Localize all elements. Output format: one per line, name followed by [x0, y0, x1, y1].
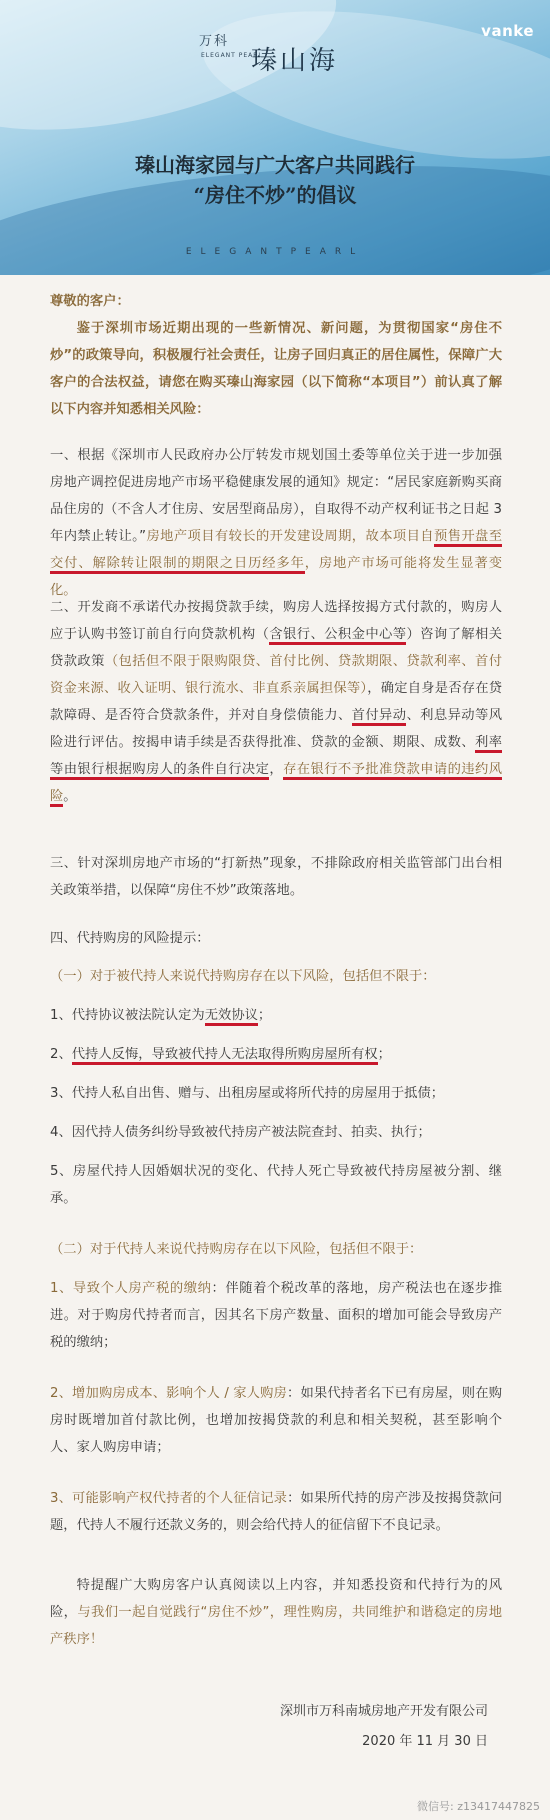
risk-item-1 [50, 1002, 502, 1029]
section-1-underlined: 预售开盘至交付、解除转让限制的期限之日历经多年 [50, 529, 502, 574]
title-line-1: 瑧山海家园与广大客户共同践行 [135, 153, 415, 177]
section-2-text: 。 [63, 789, 77, 804]
section-1 [50, 442, 502, 604]
logo-brand-cn: 万科 [199, 34, 230, 49]
risk-item-underlined: 代持人反悔，导致被代持人无法取得所购房屋所有权 [72, 1047, 378, 1065]
section-1-text: 一、根据《深圳市人民政府办公厅转发市规划国土委等单位关于进一步加强房地产调控促进房地产市场平稳健康发展的通知》规定：“居民家庭新购买商品住房的（不含人才住房、安居型商品房），自取得不动产权利证书之日起 3 年内禁止转让。” [50, 448, 502, 544]
logo-brand-sub: ELEGANT PEARL [201, 52, 263, 59]
section-2-underlined-down-payment: 首付异动 [352, 708, 407, 726]
risk-item-2 [50, 1041, 502, 1068]
proxy-risk-2 [50, 1380, 502, 1461]
proxy-risk-text: ：如果代持者名下已有房屋，则在购房时既增加首付款比例，也增加按揭贷款的利息和相关契税，甚至影响个人、家人购房申请； [50, 1386, 502, 1455]
page-title [0, 150, 550, 210]
section-2-loan-factors: （包括但不限于限购限贷、首付比例、贷款期限、贷款利率、首付资金来源、收入证明、银行流水、非直系亲属担保等） [50, 654, 503, 696]
title-line-2: “房住不炒”的倡议 [193, 183, 357, 207]
section-2-text: ）咨询了解相关贷款政策 [50, 627, 503, 669]
section-1-end: ，房地产市场可能将发生显著变化。 [50, 556, 503, 598]
section-2-underlined-default-risk: 存在银行不予批准贷款申请的违约风险 [50, 762, 502, 807]
risk-item-text: 2、 [50, 1047, 72, 1062]
intro-paragraph: 鉴于深圳市场近期出现的一些新情况、新问题，为贯彻国家“房住不炒”的政策导向，积极履行社会责任，让房子回归真正的居住属性，保障广大客户的合法权益，请您在购买瑧山海家园（以下简称“本项目”）前认真了解以下内容并知悉相关风险： [50, 321, 502, 417]
section-4-2-heading: （二）对于代持人来说代持购房存在以下风险，包括但不限于： [50, 1242, 423, 1257]
vanke-logo: vanke [481, 22, 534, 40]
closing-highlight: 与我们一起自觉践行“房住不炒”，理性购房，共同维护和谐稳定的房地产秩序！ [50, 1605, 503, 1647]
proxy-risk-title: 3、可能影响产权代持者的个人征信记录 [50, 1491, 288, 1506]
greeting: 尊敬的客户： [50, 294, 130, 309]
section-1-highlight: 房地产项目有较长的开发建设周期，故本项目自 [146, 529, 434, 544]
company-signature: 深圳市万科南城房地产开发有限公司 [279, 1704, 488, 1719]
signature-date: 2020 年 11 月 30 日 [362, 1734, 488, 1749]
project-logo [199, 26, 349, 96]
section-4-1-heading: （一）对于被代持人来说代持购房存在以下风险，包括但不限于： [50, 969, 436, 984]
section-2-underlined-bank-decision: 利率等由银行根据购房人的条件自行决定 [50, 735, 502, 780]
closing-paragraph [50, 1572, 502, 1653]
section-2-text: ， [269, 762, 284, 777]
header-banner [0, 0, 550, 275]
section-2-text: ，确定自身是否存在贷款障碍、是否符合贷款条件，并对自身偿债能力、 [50, 681, 503, 723]
risk-item-text: 1、代持协议被法院认定为 [50, 1008, 205, 1023]
section-4-heading: 四、代持购房的风险提示： [50, 931, 210, 946]
section-3: 三、针对深圳房地产市场的“打新热”现象，不排除政府相关监管部门出台相关政策举措，以保障“房住不炒”政策落地。 [50, 856, 502, 898]
proxy-risk-title: 1、导致个人房产税的缴纳 [50, 1281, 212, 1296]
risk-item-text: ； [377, 1047, 391, 1062]
section-2-text: 二、开发商不承诺代办按揭贷款手续，购房人选择按揭方式付款的，购房人应于认购书签订前自行向贷款机构（ [50, 600, 502, 642]
section-2 [50, 594, 502, 810]
letter-body [50, 288, 502, 423]
section-2-underlined-lenders: 含银行、公积金中心等 [269, 627, 406, 645]
wechat-watermark: 微信号: z13417447825 [417, 1800, 540, 1813]
risk-item-text: ； [257, 1008, 272, 1023]
risk-item-3: 3、代持人私自出售、赠与、出租房屋或将所代持的房屋用于抵债； [50, 1086, 445, 1101]
proxy-risk-text: ：伴随着个税改革的落地，房产税法也在逐步推进。对于购房代持者而言，因其名下房产数量、面积的增加可能会导致房产税的缴纳； [50, 1281, 503, 1350]
proxy-risk-3 [50, 1485, 502, 1539]
proxy-risk-text: ：如果所代持的房产涉及按揭贷款问题，代持人不履行还款义务的，则会给代持人的征信留下不良记录。 [50, 1491, 502, 1533]
proxy-risk-1 [50, 1275, 502, 1356]
closing-text: 特提醒广大购房客户认真阅读以上内容，并知悉投资和代持行为的风险， [50, 1578, 502, 1620]
risk-item-underlined: 无效协议 [205, 1008, 258, 1026]
proxy-risk-title: 2、增加购房成本、影响个人 / 家人购房 [50, 1386, 287, 1401]
brand-tagline: ELEGANTPEARL [185, 247, 365, 257]
section-2-text: 、利息异动等风险进行评估。按揭申请手续是否获得批准、贷款的金额、期限、成数、 [50, 708, 503, 750]
risk-item-4: 4、因代持人债务纠纷导致被代持房产被法院查封、拍卖、执行； [50, 1125, 431, 1140]
logo-project-name: 瑧山海 [251, 46, 339, 76]
risk-item-5: 5、房屋代持人因婚姻状况的变化、代持人死亡导致被代持房屋被分割、继承。 [50, 1164, 502, 1206]
